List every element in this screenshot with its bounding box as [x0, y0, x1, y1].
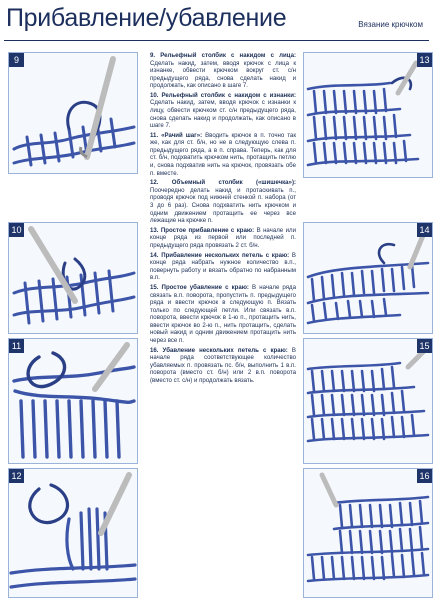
instruction-11: 11. «Рачий шаг»: Вводить крючок в п. точно так же, как для ст. б/н, но не в следующую слева п. предыдущего ряда, а в п. справа. Теперь, как для ст. б/н, подхватить крючком нить, протащить петлю и, снова подхватив нить на крючок, провязать обе п. вместе. [150, 131, 296, 177]
instruction-16: 16. Убавление нескольких петель с краю: В начале ряда соответствующее количество убавляемых п. провязать пс. б/н, выполнить 1 в.п. поворота (вместо ст. б/н) или 2 в.п. поворота (вместо ст. с/н) и продолжать вязать. [150, 346, 296, 384]
instruction-10: 10. Рельефный столбик с накидом с изнанки: Сделать накид, затем, вводя крючок с изнанки к лицу, обвести крючком ст. с/н предыдущего ряда, снова сделать накид и продолжать, как описано в шаге 7. [150, 91, 296, 130]
step-number: 16 [417, 469, 432, 483]
hook-relief-back-illustration [9, 223, 137, 333]
step-number: 12 [9, 469, 24, 483]
instruction-12: 12. Объемный столбик («шишечка»): Поочередно делать накид и протаскивать п., проводя крючок под нижней стенкой п. набора (от 3 до 6 раз). Снова подхватить нить крючком и одним движением протащить ее через все лежащие на крючке п. [150, 179, 296, 225]
multiple-decrease-illustration [304, 469, 432, 597]
simple-increase-illustration [304, 53, 432, 177]
illustration-11 [8, 338, 138, 464]
illustration-14 [303, 222, 433, 334]
step-number: 13 [417, 53, 432, 67]
illustration-9 [8, 52, 138, 174]
illustration-15 [303, 338, 433, 464]
illustration-10 [8, 222, 138, 334]
crab-stitch-illustration [9, 339, 137, 463]
instruction-9: 9. Рельефный столбик с накидом с лица: Сделать накид, затем, вводя крючок с лица к изнанке, обвести крючком вокруг ст. с/н предыдущего ряда, снова сделать накид и продолжать, как описано в шаге 7. [150, 52, 296, 90]
bobble-stitch-illustration [9, 469, 137, 597]
illustration-13 [303, 52, 433, 178]
hook-relief-front-illustration [9, 53, 137, 173]
illustration-12 [8, 468, 138, 598]
page-title: Прибавление/убавление [6, 4, 287, 32]
multiple-increase-illustration [304, 223, 432, 333]
header-rule [4, 40, 429, 41]
instructions-column [150, 52, 296, 386]
step-number: 10 [9, 223, 24, 237]
section-rubric: Вязание крючком [358, 20, 423, 29]
instruction-15: 15. Простое убавление с краю: В начале ряда связать в.п. поворота, пропустить п. предыдущего ряда и ввести крючок в следующую п. Вязать только по следующей петли. Или связать в.п. поворота, ввести крючок в 1-ю п., протащить нить, ввести крючок во 2-ю п., нить протащить, сделать новый накид и одним движением протащить нить через все п. [150, 283, 296, 344]
instruction-14: 14. Прибавление нескольких петель с краю: В конце ряда набрать нужное количество в.п., повернуть работу и вязать обратно по набранным в.п. [150, 251, 296, 282]
instruction-13: 13. Простое прибавление с краю: В начале или конце ряда из первой или последней п. предыдущего ряда провязать 2 ст. б/н. [150, 226, 296, 249]
illustration-16 [303, 468, 433, 598]
step-number: 11 [9, 339, 24, 353]
step-number: 15 [417, 339, 432, 353]
simple-decrease-illustration [304, 339, 432, 463]
step-number: 9 [9, 53, 24, 67]
step-number: 14 [417, 223, 432, 237]
